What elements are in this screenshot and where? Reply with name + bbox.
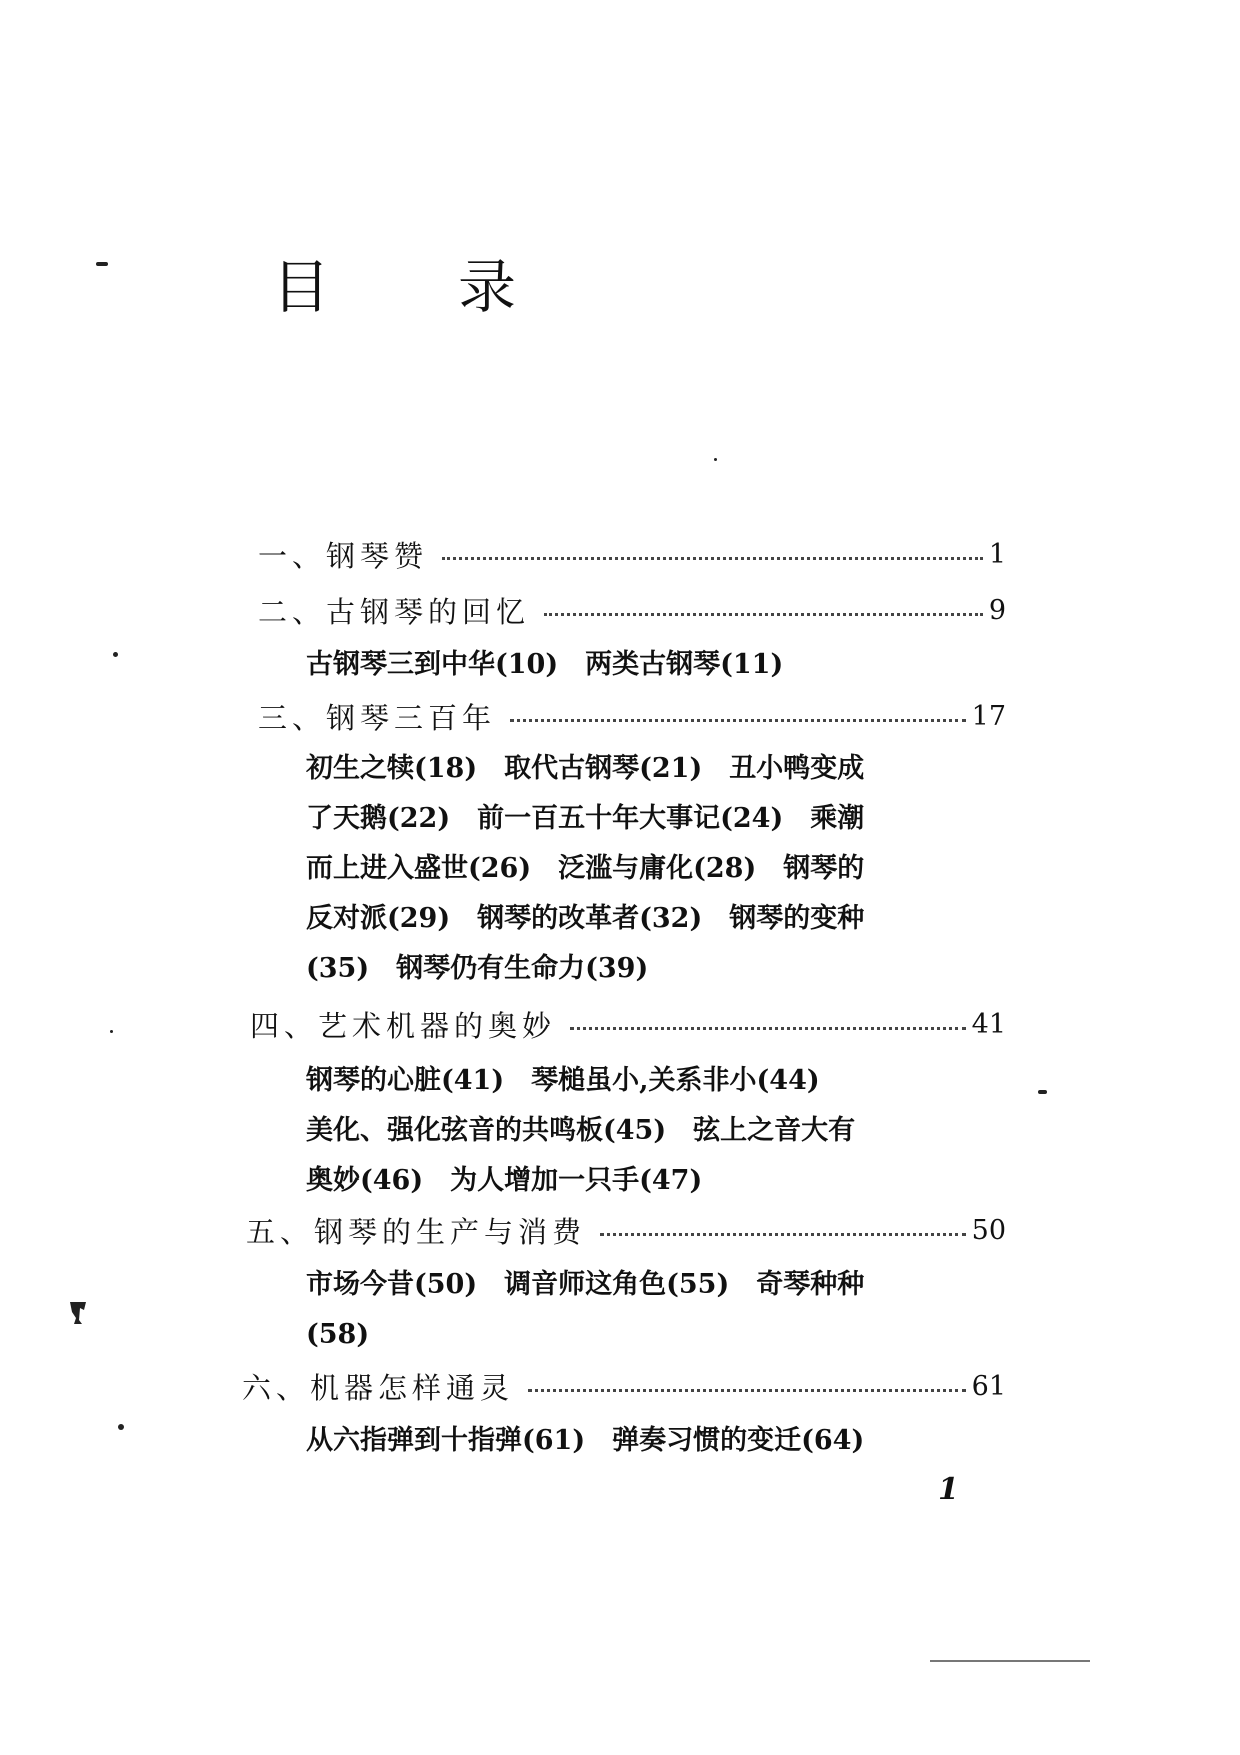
toc-subitem-line: 市场今昔(50) 调音师这角色(55) 奇琴种种: [306, 1269, 865, 1300]
toc-chapter-2[interactable]: [258, 590, 1006, 630]
toc-subitem-line: 了天鹅(22) 前一百五十年大事记(24) 乘潮: [306, 803, 865, 834]
toc-chapter-1[interactable]: [258, 534, 1006, 574]
scan-speck: [118, 1424, 124, 1430]
toc-subitem-line: 美化、强化弦音的共鸣板(45) 弦上之音大有: [306, 1115, 856, 1146]
dot-leader: [442, 557, 983, 560]
toc-subitem-line: (35) 钢琴仍有生命力(39): [306, 953, 649, 984]
dot-leader: [528, 1389, 966, 1392]
chapter-title: 四、艺术机器的奥妙: [250, 1008, 557, 1043]
toc-chapter-3[interactable]: [258, 696, 1006, 736]
scan-speck: [96, 262, 108, 266]
chapter-title: 一、钢琴赞: [258, 538, 429, 573]
chapter-page-number: 41: [971, 1008, 1006, 1040]
toc-subitem-line: 从六指弹到十指弹(61) 弹奏习惯的变迁(64): [306, 1425, 865, 1456]
toc-subitem-line: 而上进入盛世(26) 泛滥与庸化(28) 钢琴的: [306, 853, 865, 884]
dot-leader: [544, 613, 983, 616]
dot-leader: [570, 1027, 966, 1030]
toc-subitem-line: 古钢琴三到中华(10) 两类古钢琴(11): [306, 649, 784, 680]
chapter-page-number: 61: [971, 1370, 1006, 1402]
chapter-page-number: 17: [971, 700, 1006, 732]
margin-stamp-mark: [68, 1300, 88, 1326]
page-number: 1: [938, 1472, 959, 1507]
toc-subitem-line: 钢琴的心脏(41) 琴槌虽小,关系非小(44): [306, 1065, 820, 1096]
chapter-title: 二、古钢琴的回忆: [258, 594, 531, 629]
chapter-page-number: 9: [988, 594, 1006, 626]
chapter-page-number: 1: [988, 538, 1006, 570]
chapter-page-number: 50: [971, 1214, 1006, 1246]
scan-speck: [113, 652, 118, 657]
toc-chapter-4[interactable]: [250, 1004, 1006, 1044]
chapter-title: 五、钢琴的生产与消费: [246, 1214, 587, 1249]
chapter-title: 六、机器怎样通灵: [242, 1370, 515, 1405]
toc-chapter-6[interactable]: [242, 1366, 1006, 1406]
scan-speck: [1038, 1090, 1047, 1094]
scan-speck: [714, 458, 717, 461]
dot-leader: [510, 719, 966, 722]
toc-subitem-line: 奥妙(46) 为人增加一只手(47): [306, 1165, 703, 1196]
toc-subitem-line: (58): [306, 1319, 370, 1350]
scan-speck: [110, 1030, 113, 1033]
chapter-title: 三、钢琴三百年: [258, 700, 497, 735]
scan-edge-line: [930, 1660, 1090, 1662]
toc-chapter-5[interactable]: [246, 1210, 1006, 1250]
dot-leader: [600, 1233, 966, 1236]
page-title: 目录: [272, 253, 645, 321]
toc-subitem-line: 反对派(29) 钢琴的改革者(32) 钢琴的变种: [306, 903, 865, 934]
toc-subitem-line: 初生之犊(18) 取代古钢琴(21) 丑小鸭变成: [306, 753, 865, 784]
